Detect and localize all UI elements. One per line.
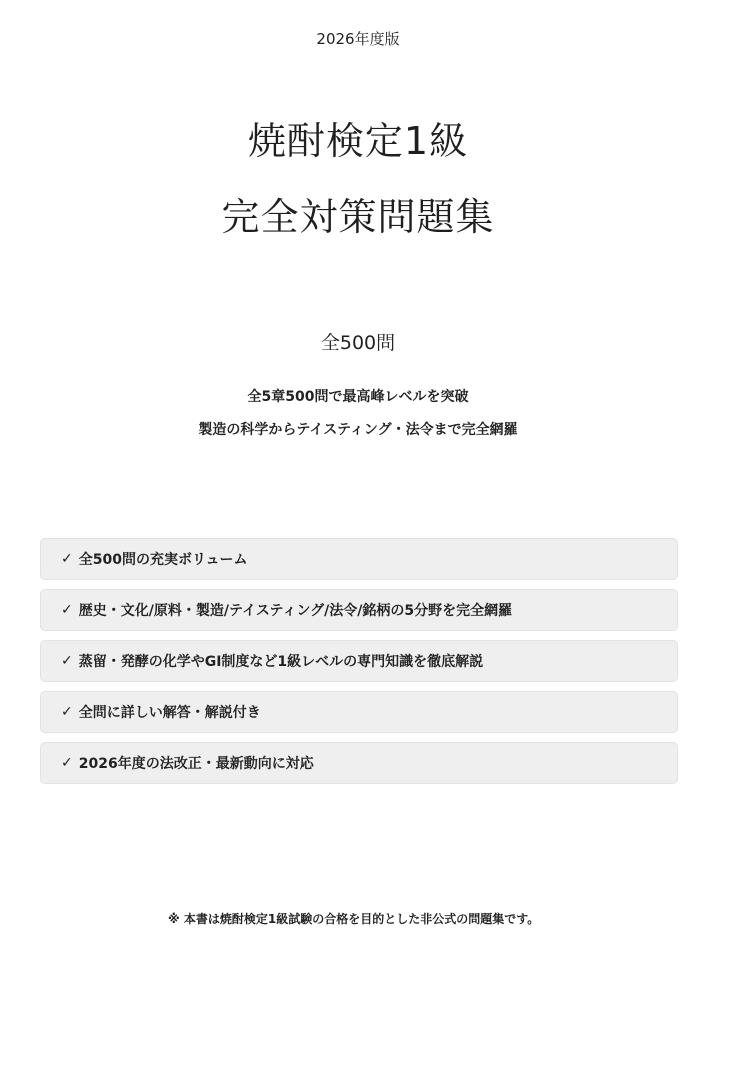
subtitle-line-2: 製造の科学からテイスティング・法令まで完全網羅 [198,422,518,438]
feature-text: 蒸留・発酵の化学やGI制度など1級レベルの専門知識を徹底解説 [78,654,484,670]
feature-text: 全500問の充実ボリューム [78,552,248,568]
feature-item [40,742,678,784]
feature-item [40,691,678,733]
edition-label: 2026年度版 [316,30,400,48]
subtitle-line-1: 全5章500問で最高峰レベルを突破 [247,389,469,405]
feature-text: 歴史・文化/原料・製造/テイスティング/法令/銘柄の5分野を完全網羅 [78,603,513,619]
question-count: 全500問 [320,332,396,354]
book-title-line-2: 完全対策問題集 [221,195,495,239]
feature-item [40,538,678,580]
feature-item [40,640,678,682]
check-icon: ✓ [61,755,73,771]
feature-text: 全問に詳しい解答・解説付き [78,705,261,721]
book-title-line-1: 焼酎検定1級 [247,119,469,163]
check-icon: ✓ [61,704,73,720]
feature-item [40,589,678,631]
check-icon: ✓ [61,551,73,567]
disclaimer-note: ※ 本書は焼酎検定1級試験の合格を目的とした非公式の問題集です。 [168,912,540,926]
check-icon: ✓ [61,653,73,669]
check-icon: ✓ [61,602,73,618]
feature-text: 2026年度の法改正・最新動向に対応 [78,756,314,772]
feature-list [40,538,678,793]
